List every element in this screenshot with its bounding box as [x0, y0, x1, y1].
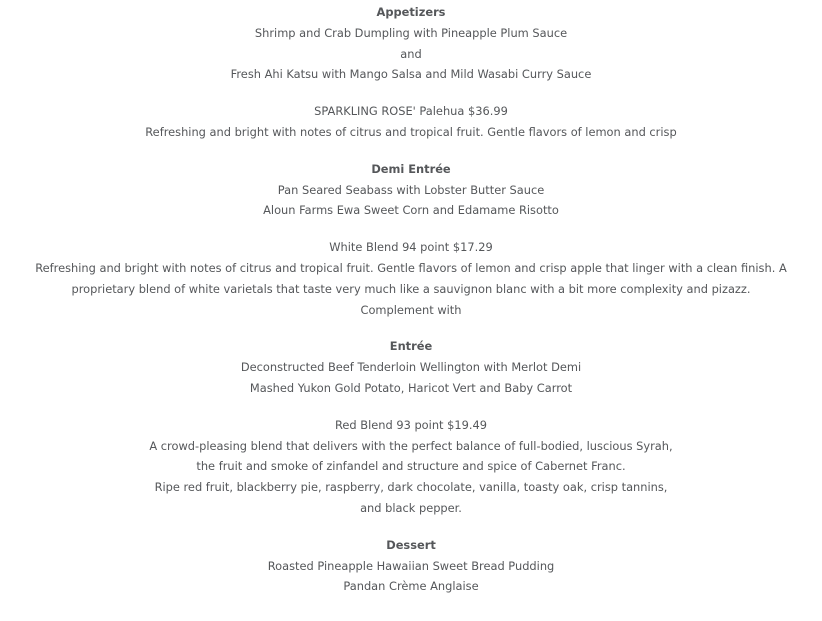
- entree-section: [0, 336, 822, 518]
- demi-entree-wine-pairing: [0, 237, 822, 320]
- appetizers-section: [0, 2, 822, 143]
- wine-description-line: and black pepper.: [360, 500, 462, 515]
- dessert-heading: Dessert: [386, 537, 436, 552]
- appetizers-wine-pairing: [0, 101, 822, 143]
- wine-description: Refreshing and bright with notes of citrus and tropical fruit. Gentle flavors of lemon and crisp apple that linger with a clean finish. A proprietary blend of white varietals that taste very much like a sauvignon blanc with a bit more complexity and pizazz.: [35, 260, 787, 296]
- wine-title: Red Blend 93 point $19.49: [335, 417, 487, 432]
- appetizers-heading: Appetizers: [376, 5, 446, 19]
- entree-item: Mashed Yukon Gold Potato, Haricot Vert and Baby Carrot: [249, 380, 573, 395]
- demi-entree-heading: Demi Entrée: [371, 161, 451, 176]
- demi-entree-section: [0, 159, 822, 321]
- entree-item: Deconstructed Beef Tenderloin Wellington with Merlot Demi: [240, 360, 582, 375]
- wine-complement-note: Complement with: [360, 302, 462, 317]
- demi-entree-item: Aloun Farms Ewa Sweet Corn and Edamame Risotto: [263, 203, 559, 218]
- wine-description-line: the fruit and smoke of zinfandel and structure and spice of Cabernet Franc.: [196, 459, 626, 474]
- entree-heading: Entrée: [389, 339, 433, 354]
- wine-description-line: A crowd-pleasing blend that delivers with the perfect balance of full-bodied, luscious Syrah,: [149, 438, 673, 453]
- dessert-section: [0, 535, 822, 597]
- wine-title: SPARKLING ROSE' Palehua $36.99: [314, 104, 508, 119]
- appetizer-connector: and: [400, 46, 422, 61]
- appetizer-item: Fresh Ahi Katsu with Mango Salsa and Mild Wasabi Curry Sauce: [230, 67, 592, 82]
- appetizer-item: Shrimp and Crab Dumpling with Pineapple Plum Sauce: [254, 25, 568, 40]
- dessert-item: Roasted Pineapple Hawaiian Sweet Bread Pudding: [267, 558, 555, 573]
- wine-title: White Blend 94 point $17.29: [329, 240, 493, 255]
- demi-entree-item: Pan Seared Seabass with Lobster Butter Sauce: [277, 182, 545, 197]
- dessert-item: Pandan Crème Anglaise: [343, 579, 479, 594]
- entree-wine-pairing: [0, 415, 822, 519]
- wine-description-line: Ripe red fruit, blackberry pie, raspberry, dark chocolate, vanilla, toasty oak, crisp tannins,: [154, 480, 668, 495]
- wine-description: Refreshing and bright with notes of citrus and tropical fruit. Gentle flavors of lemon and crisp: [145, 124, 677, 139]
